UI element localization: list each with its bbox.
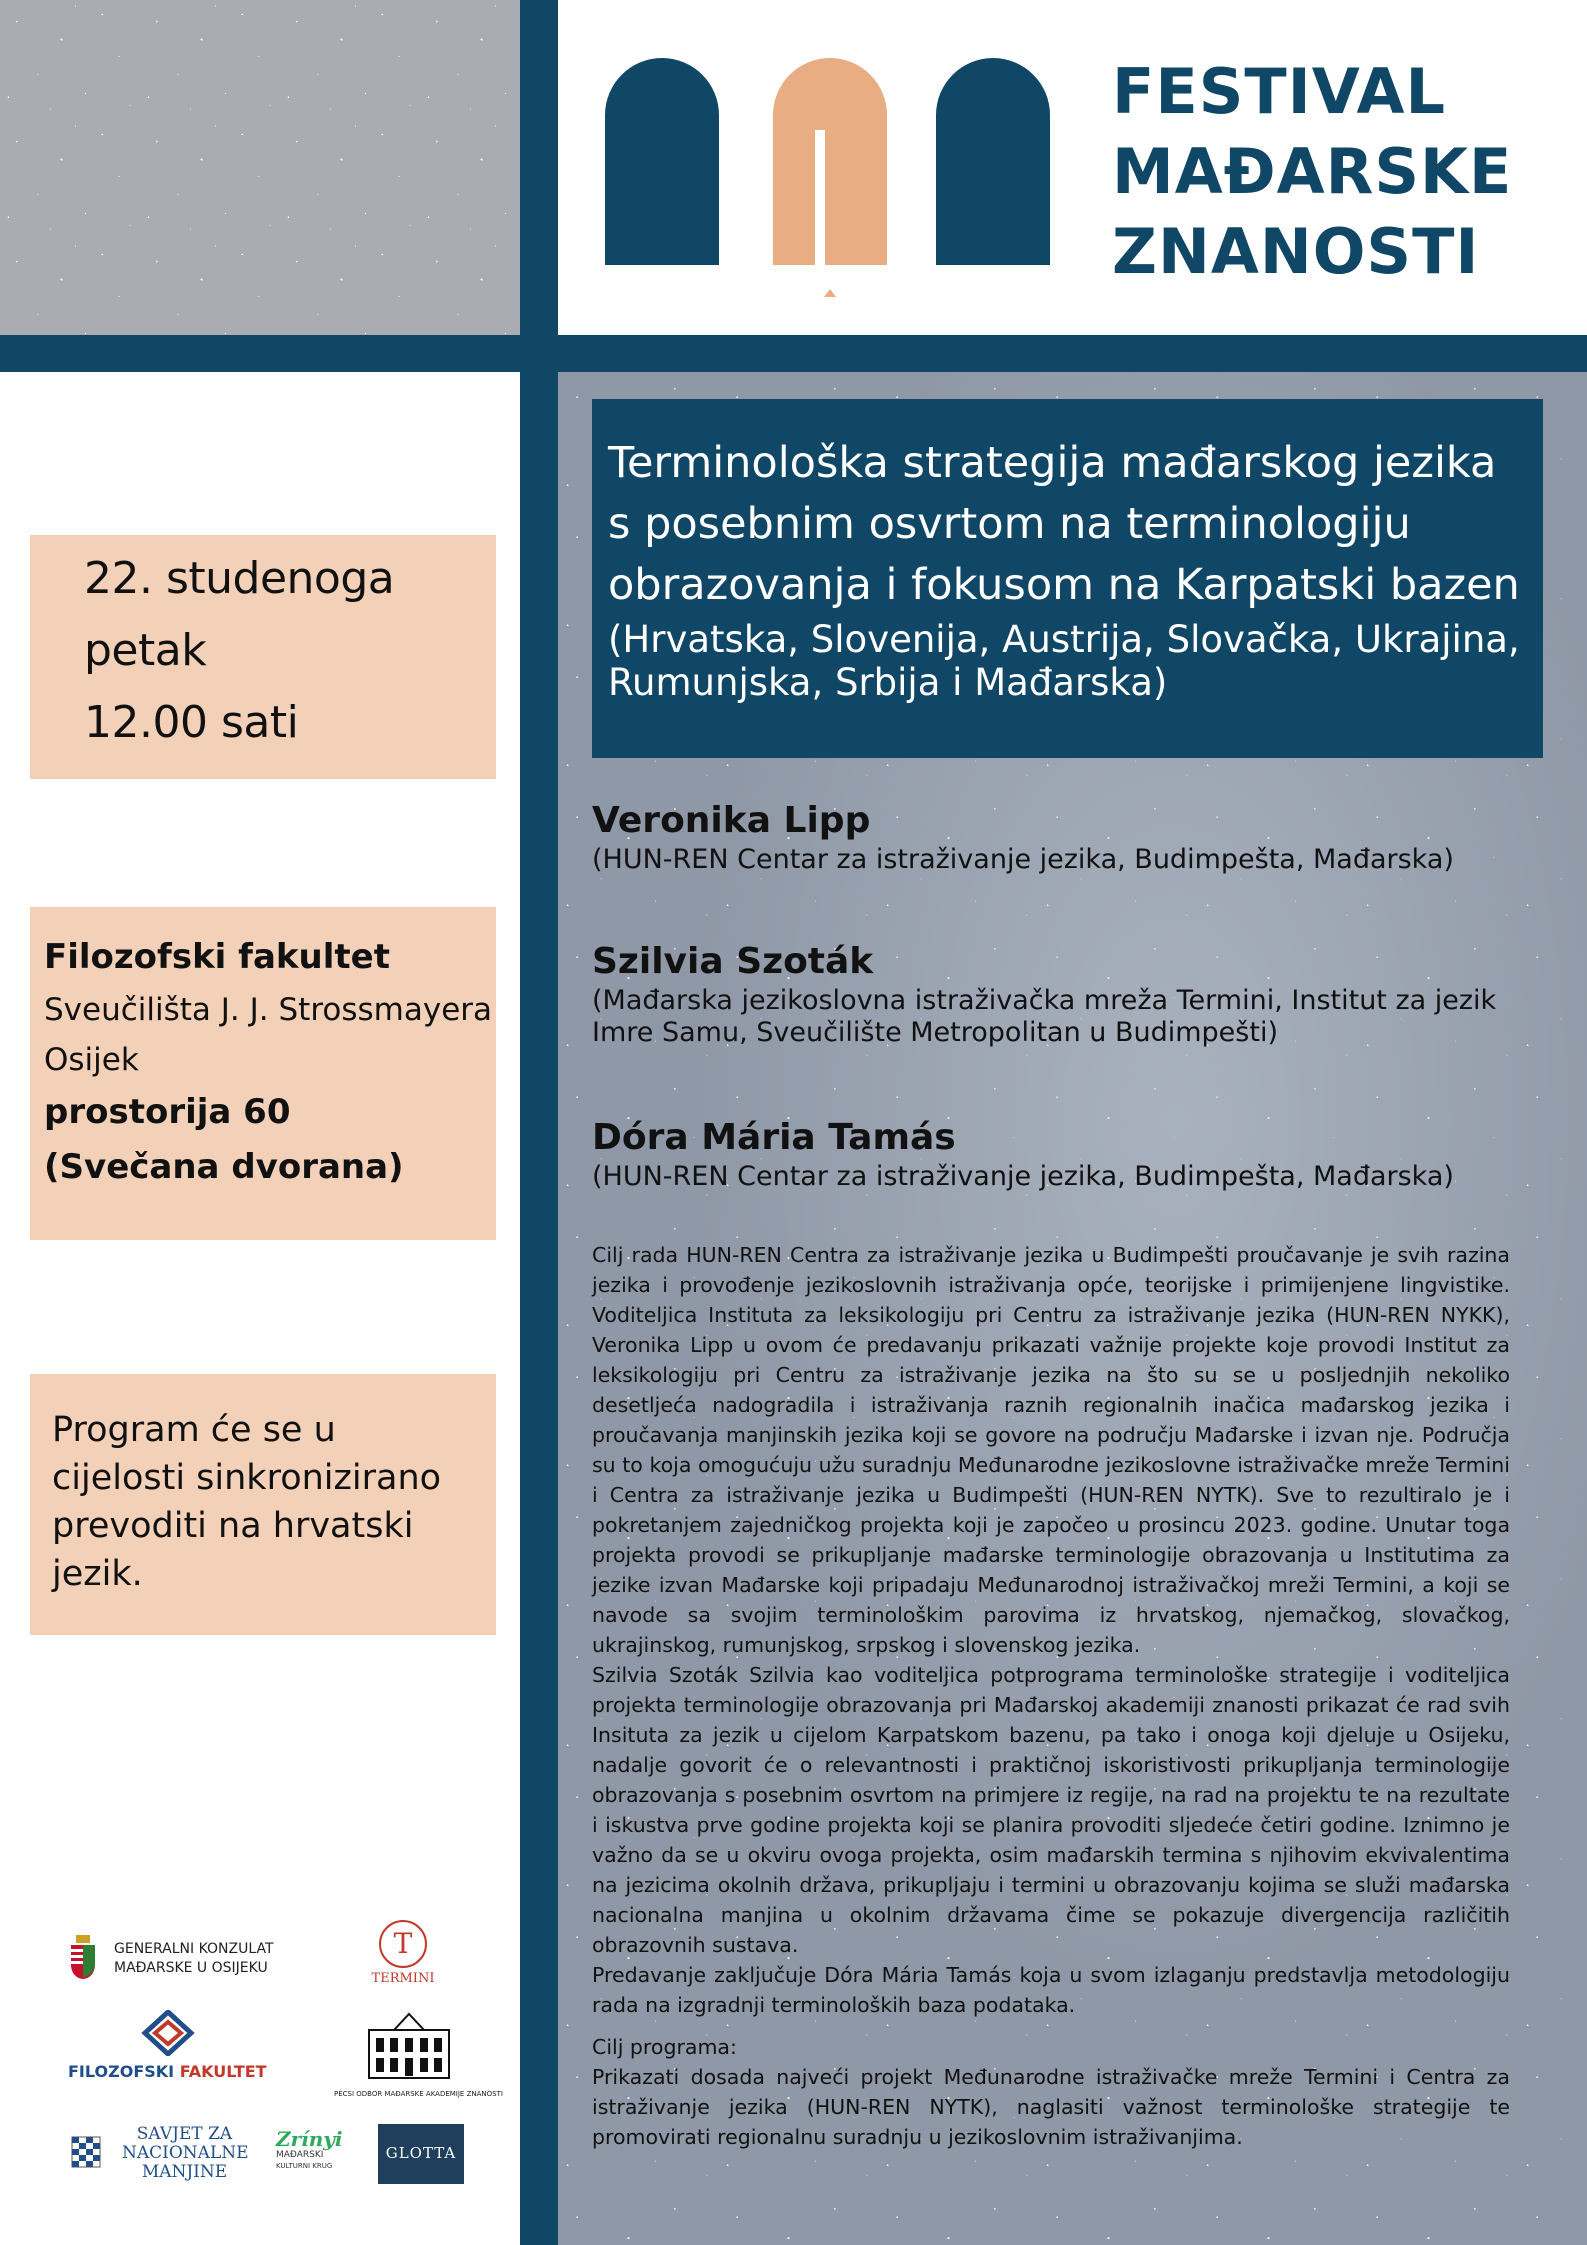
program-note: Program će se u cijelosti sinkronizirano prevoditi na hrvatski jezik. bbox=[52, 1410, 442, 1594]
festival-logo bbox=[600, 55, 1060, 310]
ffos-name-1: FILOZOFSKI bbox=[68, 2062, 175, 2081]
termini-name: TERMINI bbox=[371, 1971, 435, 1986]
pecs-name: PÉCSI ODBOR MAĐARSKE AKADEMIJE ZNANOSTI bbox=[334, 2090, 503, 2098]
venue-faculty: Filozofski fakultet bbox=[44, 937, 390, 977]
description-paragraph-3: Predavanje zaključuje Dóra Mária Tamás koja u svom izlaganju predstavlja metodologiju rada na izgradnji terminoloških baza podataka. bbox=[592, 1963, 1510, 2017]
title-line-3: ZNANOSTI bbox=[1112, 215, 1480, 288]
glotta-name: GLOTTA bbox=[385, 2144, 457, 2162]
termini-circle: T bbox=[379, 1920, 427, 1968]
speaker-affiliation: (HUN-REN Centar za istraživanje jezika, Budimpešta, Mađarska) bbox=[592, 1161, 1454, 1192]
ffos-logo bbox=[68, 2010, 268, 2090]
savjet-line-2: NACIONALNE bbox=[122, 2143, 249, 2163]
venue-hall: (Svečana dvorana) bbox=[44, 1147, 404, 1187]
talk-title-box bbox=[592, 399, 1543, 758]
consulate-line-1: GENERALNI KONZULAT bbox=[114, 1941, 274, 1957]
speaker-3 bbox=[592, 1115, 1552, 1193]
speaker-1 bbox=[592, 798, 1552, 876]
zrinyi-sub-1: MAĐARSKI bbox=[276, 2150, 324, 2160]
venue-university: Sveučilišta J. J. Strossmayera bbox=[44, 992, 493, 1028]
glotta-logo bbox=[378, 2124, 464, 2184]
pecs-logo bbox=[334, 2010, 503, 2100]
zrinyi-name: Zrínyi bbox=[276, 2127, 343, 2151]
title-line-2: MAĐARSKE bbox=[1112, 135, 1513, 208]
ffos-name-2: FAKULTET bbox=[179, 2062, 267, 2081]
talk-countries: (Hrvatska, Slovenija, Austrija, Slovačka, Ukrajina, Rumunjska, Srbija i Mađarska) bbox=[608, 618, 1520, 704]
ffos-emblem-icon bbox=[141, 2010, 195, 2056]
coat-of-arms-icon bbox=[70, 1935, 96, 1981]
croatian-coat-icon bbox=[70, 2129, 102, 2175]
zrinyi-sub-2: KULTURNI KRUG bbox=[276, 2162, 333, 2170]
savjet-name bbox=[122, 2125, 247, 2182]
description bbox=[592, 1240, 1510, 2152]
speaker-name: Szilvia Szoták bbox=[592, 941, 874, 982]
consulate-logo bbox=[70, 1935, 300, 1985]
speaker-affiliation: (HUN-REN Centar za istraživanje jezika, Budimpešta, Mađarska) bbox=[592, 844, 1454, 875]
venue-city: Osijek bbox=[44, 1042, 139, 1078]
talk-title: Terminološka strategija mađarskog jezika s posebnim osvrtom na terminologiju obrazovanja i fokusom na Karpatski bazen bbox=[608, 438, 1520, 610]
date-weekday: petak bbox=[84, 625, 207, 676]
termini-logo bbox=[368, 1920, 438, 1992]
goal-label: Cilj programa: bbox=[592, 2035, 737, 2059]
speaker-name: Dóra Mária Tamás bbox=[592, 1117, 956, 1158]
program-note-box bbox=[30, 1374, 496, 1635]
savjet-logo bbox=[70, 2125, 260, 2185]
savjet-line-3: MANJINE bbox=[141, 2162, 228, 2182]
speaker-2 bbox=[592, 939, 1552, 1049]
consulate-line-2: MAĐARSKE U OSIJEKU bbox=[114, 1960, 268, 1976]
top-left-star-panel bbox=[0, 0, 520, 335]
description-paragraph-1: Cilj rada HUN-REN Centra za istraživanje jezika u Budimpešti proučavanje je svih razina jezika i provođenje jezikoslovnih istraživanja opće, teorijske i primijenjene lingvistike. Voditeljica Instituta za leksikologiju pri Centru za istraživanje jezika (HUN-REN NYKK), Veronika Lipp u ovom će predavanju prikazati važnije projekte koje provodi Institut za leksikologiju pri Centru za istraživanje jezika na što su se u posljednjih nekoliko desetljeća nadogradila i istraživanja raznih regionalnih inačica mađarskog jezika i proučavanja manjinskih jezika koji se govore na području Mađarske i izvan nje. Područja su to koja omogućuju užu suradnju Međunarodne jezikoslovne istraživačke mreže Termini i Centra za istraživanje jezika u Budimpešti (HUN-REN NYTK). Sve to rezultiralo je i pokretanjem zajedničkog projekta koji je započeo u prosincu 2023. godine. Unutar toga projekta provodi se prikupljanje mađarske terminologije obrazovanja u Institutima za jezike izvan Mađarske koji pripadaju Međunarodnoj istraživačkoj mreži Termini, a koji se navode sa svojim terminološkim parovima iz hrvatskog, njemačkog, slovačkog, ukrajinskog, rumunjskog, srpskog i slovenskog jezika. bbox=[592, 1243, 1510, 1657]
venue-box bbox=[30, 907, 496, 1240]
ffos-name bbox=[68, 2062, 267, 2081]
description-paragraph-2: Szilvia Szoták Szilvia kao voditeljica potprograma terminološke strategije i voditeljica projekta terminologije obrazovanja pri Mađarskoj akademiji znanosti prikazat će rad svih Insituta za jezik u cijelom Karpatskom bazenu, pa tako i onoga koji djeluje u Osijeku, nadalje govorit će o relevantnosti i praktičnoj iskoristivosti prikupljanja terminologije obrazovanja s posebnim osvrtom na primjere iz regije, na rad na projektu te na rezultate i iskustva prve godine projekta koji se planira provoditi sljedeće četiri godine. Iznimno je važno da se u okviru ovoga projekta, osim mađarskih termina s njihovim ekvivalentima na jezicima okolnih država, prikupljaju i termini u obrazovanju kojima se služi mađarska nacionalna manjina u okolnim državama čime se pokazuje divergencija različitih obrazovnih sustava. bbox=[592, 1663, 1510, 1957]
savjet-line-1: SAVJET ZA bbox=[136, 2124, 233, 2144]
arches-icon bbox=[600, 55, 1060, 310]
date-day: 22. studenoga bbox=[84, 553, 395, 604]
venue-room: prostorija 60 bbox=[44, 1092, 291, 1132]
zrinyi-logo bbox=[276, 2128, 346, 2183]
building-icon bbox=[364, 2010, 454, 2080]
speaker-affiliation: (Mađarska jezikoslovna istraživačka mreža Termini, Institut za jezik Imre Samu, Sveučilište Metropolitan u Budimpešti) bbox=[592, 985, 1497, 1048]
date-box bbox=[30, 535, 496, 779]
title-line-1: FESTIVAL bbox=[1112, 55, 1446, 128]
festival-title bbox=[1112, 52, 1512, 292]
goal-text: Prikazati dosada najveći projekt Međunarodne istraživačke mreže Termini i Centra za istraživanje jezika (HUN-REN NYTK), naglasiti važnost terminološke strategije te promovirati regionalnu suradnju u jezikoslovnim istraživanjima. bbox=[592, 2065, 1510, 2149]
date-time: 12.00 sati bbox=[84, 697, 299, 748]
speaker-name: Veronika Lipp bbox=[592, 800, 871, 841]
horizontal-divider bbox=[0, 335, 1587, 372]
